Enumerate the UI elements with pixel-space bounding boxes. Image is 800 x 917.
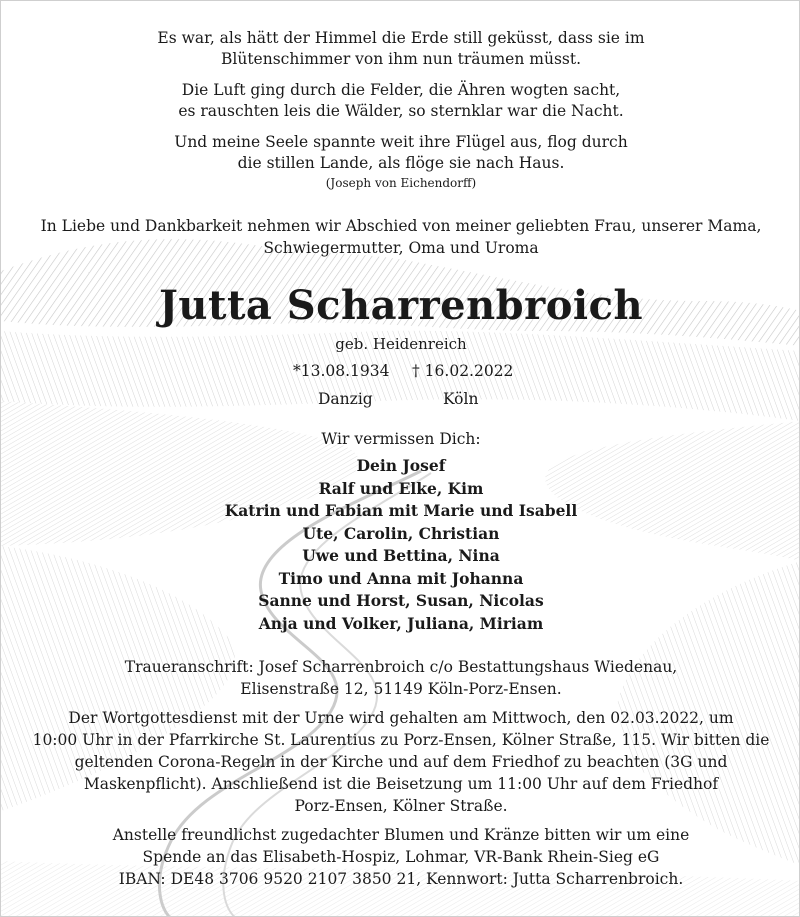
death-date: † 16.02.2022 — [412, 362, 514, 380]
address-line: Traueranschrift: Josef Scharrenbroich c/o Bestattungshaus Wiedenau, — [124, 658, 678, 676]
notice-details — [1, 656, 800, 890]
deceased-name: Jutta Scharrenbroich — [158, 282, 644, 329]
intro-line: In Liebe und Dankbarkeit nehmen wir Abschied von meiner geliebten Frau, unserer Mama, — [40, 217, 762, 235]
service-line: Porz-Ensen, Kölner Straße. — [294, 797, 508, 815]
donation-line: IBAN: DE48 3706 9520 2107 3850 21, Kennwort: Jutta Scharrenbroich. — [118, 870, 684, 888]
miss-line: Wir vermissen Dich: — [321, 430, 481, 448]
family-list — [1, 455, 800, 635]
poem-line: Blütenschimmer von ihm nun träumen müsst. — [220, 50, 582, 68]
service-line: 10:00 Uhr in der Pfarrkirche St. Laurentius zu Porz-Ensen, Kölner Straße, 115. Wir bitten die — [32, 731, 770, 749]
family-member: Ralf und Elke, Kim — [318, 478, 484, 498]
service-line: geltenden Corona-Regeln in der Kirche und auf dem Friedhof zu beachten (3G und — [74, 753, 728, 771]
family-member: Sanne und Horst, Susan, Nicolas — [258, 591, 544, 610]
farewell-intro — [1, 215, 800, 259]
poem — [1, 28, 800, 195]
family-member: Ute, Carolin, Christian — [302, 523, 500, 543]
poem-author: (Joseph von Eichendorff) — [325, 176, 477, 190]
poem-line: Und meine Seele spannte weit ihre Flügel aus, flog durch — [174, 133, 628, 151]
family-member: Timo und Anna mit Johanna — [278, 568, 524, 588]
birth-date: *13.08.1934 — [293, 362, 390, 380]
birth-name: geb. Heidenreich — [335, 335, 467, 353]
family-member: Anja und Volker, Juliana, Miriam — [258, 613, 544, 633]
death-place: Köln — [443, 390, 479, 408]
family-member: Dein Josef — [356, 456, 446, 475]
service-line: Der Wortgottesdienst mit der Urne wird gehalten am Mittwoch, den 02.03.2022, um — [68, 709, 734, 727]
service-line: Maskenpflicht). Anschließend ist die Beisetzung um 11:00 Uhr auf dem Friedhof — [83, 775, 719, 793]
family-member: Katrin und Fabian mit Marie und Isabell — [224, 501, 578, 520]
birth-place: Danzig — [318, 390, 373, 408]
family-member: Uwe und Bettina, Nina — [302, 546, 500, 565]
poem-line: die stillen Lande, als flöge sie nach Haus. — [237, 154, 565, 172]
intro-line: Schwiegermutter, Oma und Uroma — [263, 239, 539, 257]
poem-line: Die Luft ging durch die Felder, die Ähren wogten sacht, — [181, 81, 621, 99]
donation-line: Anstelle freundlichst zugedachter Blumen und Kränze bitten wir um eine — [112, 826, 690, 844]
address-line: Elisenstraße 12, 51149 Köln-Porz-Ensen. — [240, 680, 562, 698]
donation-line: Spende an das Elisabeth-Hospiz, Lohmar, VR-Bank Rhein-Sieg eG — [142, 848, 660, 866]
poem-line: Es war, als hätt der Himmel die Erde still geküsst, dass sie im — [157, 29, 645, 47]
poem-line: es rauschten leis die Wälder, so sternklar war die Nacht. — [178, 102, 624, 120]
